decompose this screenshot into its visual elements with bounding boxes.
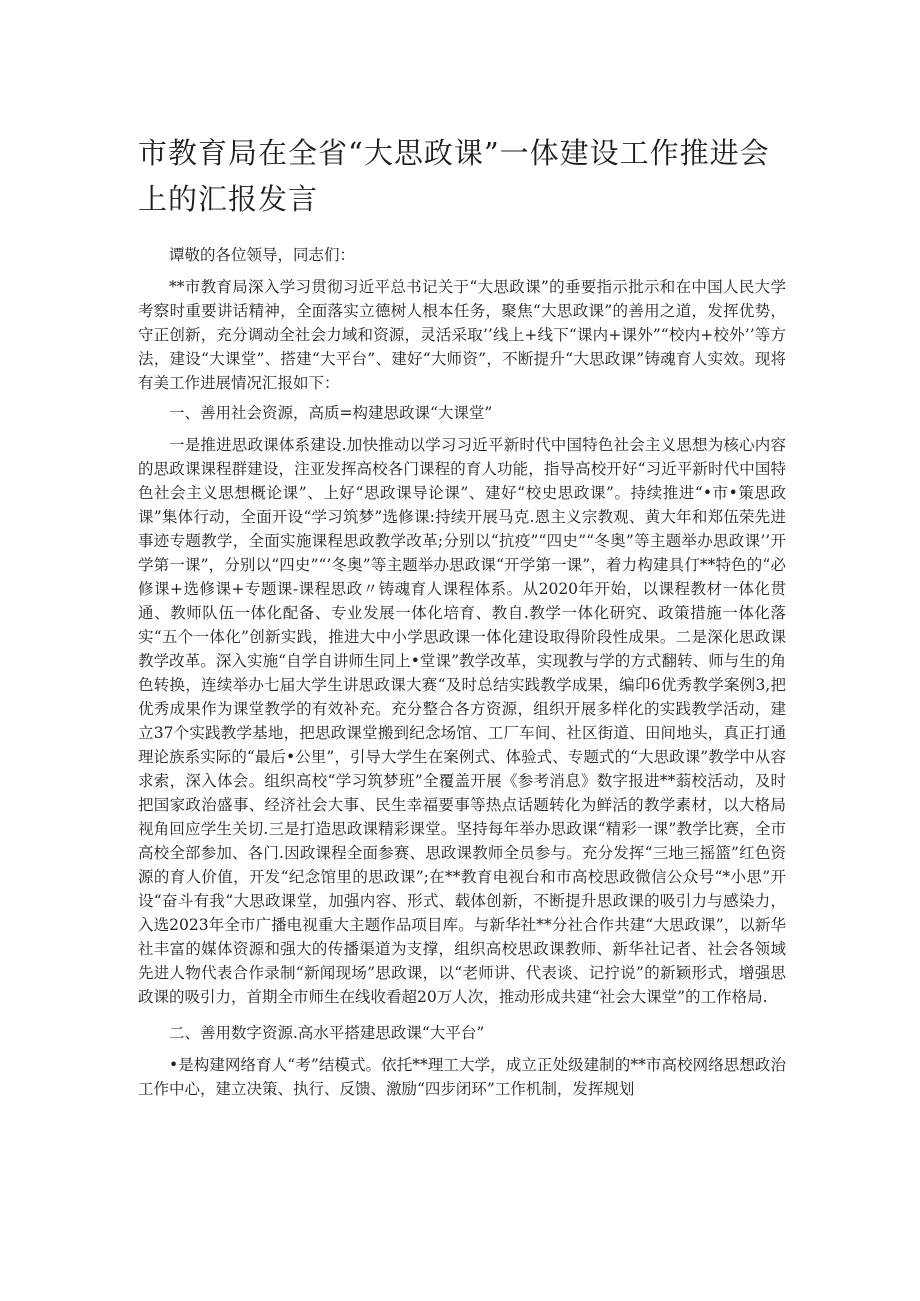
section-2-heading: 二、善用数字资源.高水平搭建思政课“大平台” — [169, 1024, 485, 1042]
salutation: 谭敬的各位领导，同志们： — [169, 246, 356, 264]
section-2-paragraph: •是构建网络育人“考”结模式。依托**理工大学，成立正处级建制的**市高校网络思想政治工作中心，建立决策、执行、反馈、激励“四步闭环”工作机制，发挥规划 — [138, 1056, 786, 1098]
section-1-heading: 一、善用社会资源，高质=构建思政课“大课堂” — [169, 404, 493, 422]
document-title: 市教育局在全省“大思政课”一体建设工作推进会上的汇报发言 — [138, 136, 770, 216]
document-body — [138, 243, 786, 1101]
section-1-paragraph: 一是推进思政课体系建设.加快推动以学习习近平新时代中国特色社会主义思想为核心内容的思政课课程群建设，注亚发挥高校各门课程的育人功能，指导高校开好“习近平新时代中国特色社会主义思想概论课”、上好“思政课导论课”、建好“校史思政课”。持续推进“•市•策思政课”集体行动，全面开设“学习筑梦”选修课:持续开展马克.恩主义宗教观、黄大年和郑伍荣先进事迹专题教学，全面实施课程思政教学改革;分别以“抗疫”“四史”“冬奥”等主题举办思政课’’开学第一课”，分别以“四史”“’冬奥”等主题举办思政课“开学第一课”，着力构建具仃**特色的“必修课+选修课+专题课-课程思政〃铸魂育人课程体系。从2020年开始，以课程教材一体化贯通、教师队伍一体化配备、专业发展一体化培育、教自.教学一体化研究、政策措施一体化落实“五个一体化”创新实践，推进大中小学思政课一体化建设取得阶段性成果。二是深化思政课教学改革。深入实施“自学自讲师生同上•堂课”教学改革，实现教与学的方式翻转、师与生的角色转换，连续举办七届大学生讲思政课大赛“及时总结实践教学成果，编印6优秀教学案例3,把优秀成果作为课堂教学的有效补充。充分整合各方资源，组织开展多样化的实践教学活动，建立37个实践教学基地，把思政课堂搬到纪念场馆、工厂车间、社区街道、田间地头，真正打通理论族系实际的“最后•公里”，引导大学生在案例式、体验式、专题式的“大思政课”教学中从容求索，深入体会。组织高校“学习筑梦班”全覆盖开展《参考消息》数字报进**蓊校活动，及时把国家政治盛事、经济社会大事、民生幸福要事等热点话题转化为鲜活的教学素材，以大格局视角回应学生关切.三是打造思政课精彩课堂。坚持每年举办思政课“精彩一课”教学比赛，全市高校全部参加、各门.因政课程全面参赛、思政课教师全员参与。充分发挥“三地三摇篮”红色资源的育人价值，开发“纪念馆里的思政课”;在**教育电视台和市高校思政微信公众号“*小思”开设“奋斗有我“大思政课堂，加强内容、形式、载体创新，不断提升思政课的吸引力与感染力，入选2023年全市广播电视重大主题作品项目库。与新华社**分社合作共建“大思政课”，以新华社丰富的媒体资源和强大的传播渠道为支撑，组织高校思政课教师、新华社记者、社会各领域先进人物代表合作录制“新闻现场”思政课，以“老师讲、代表谈、记拧说”的新颖形式，增强思政课的吸引力，首期全市师生在线收看超20万人次，推动形成共建“社会大课堂”的工作格局. — [138, 436, 786, 1006]
intro-paragraph: **市教育局深入学习贯彻习近平总书记关于“大思政课”的垂要指示批示和在中国人民大学考察时重要讲话精神，全面落实立德树人根本任务，聚焦“大思政课”的善用之道，发挥优势，守正创新，充分调动全社会力域和资源，灵活采取’’线上+线下“课内+课外”“校内+校外’’等方法，建设“大课堂”、搭建“大平台”、建好“大师资”，不断提升“大思政课”铸魂育人实效。现将有美工作进展情况汇报如下： — [138, 278, 786, 392]
